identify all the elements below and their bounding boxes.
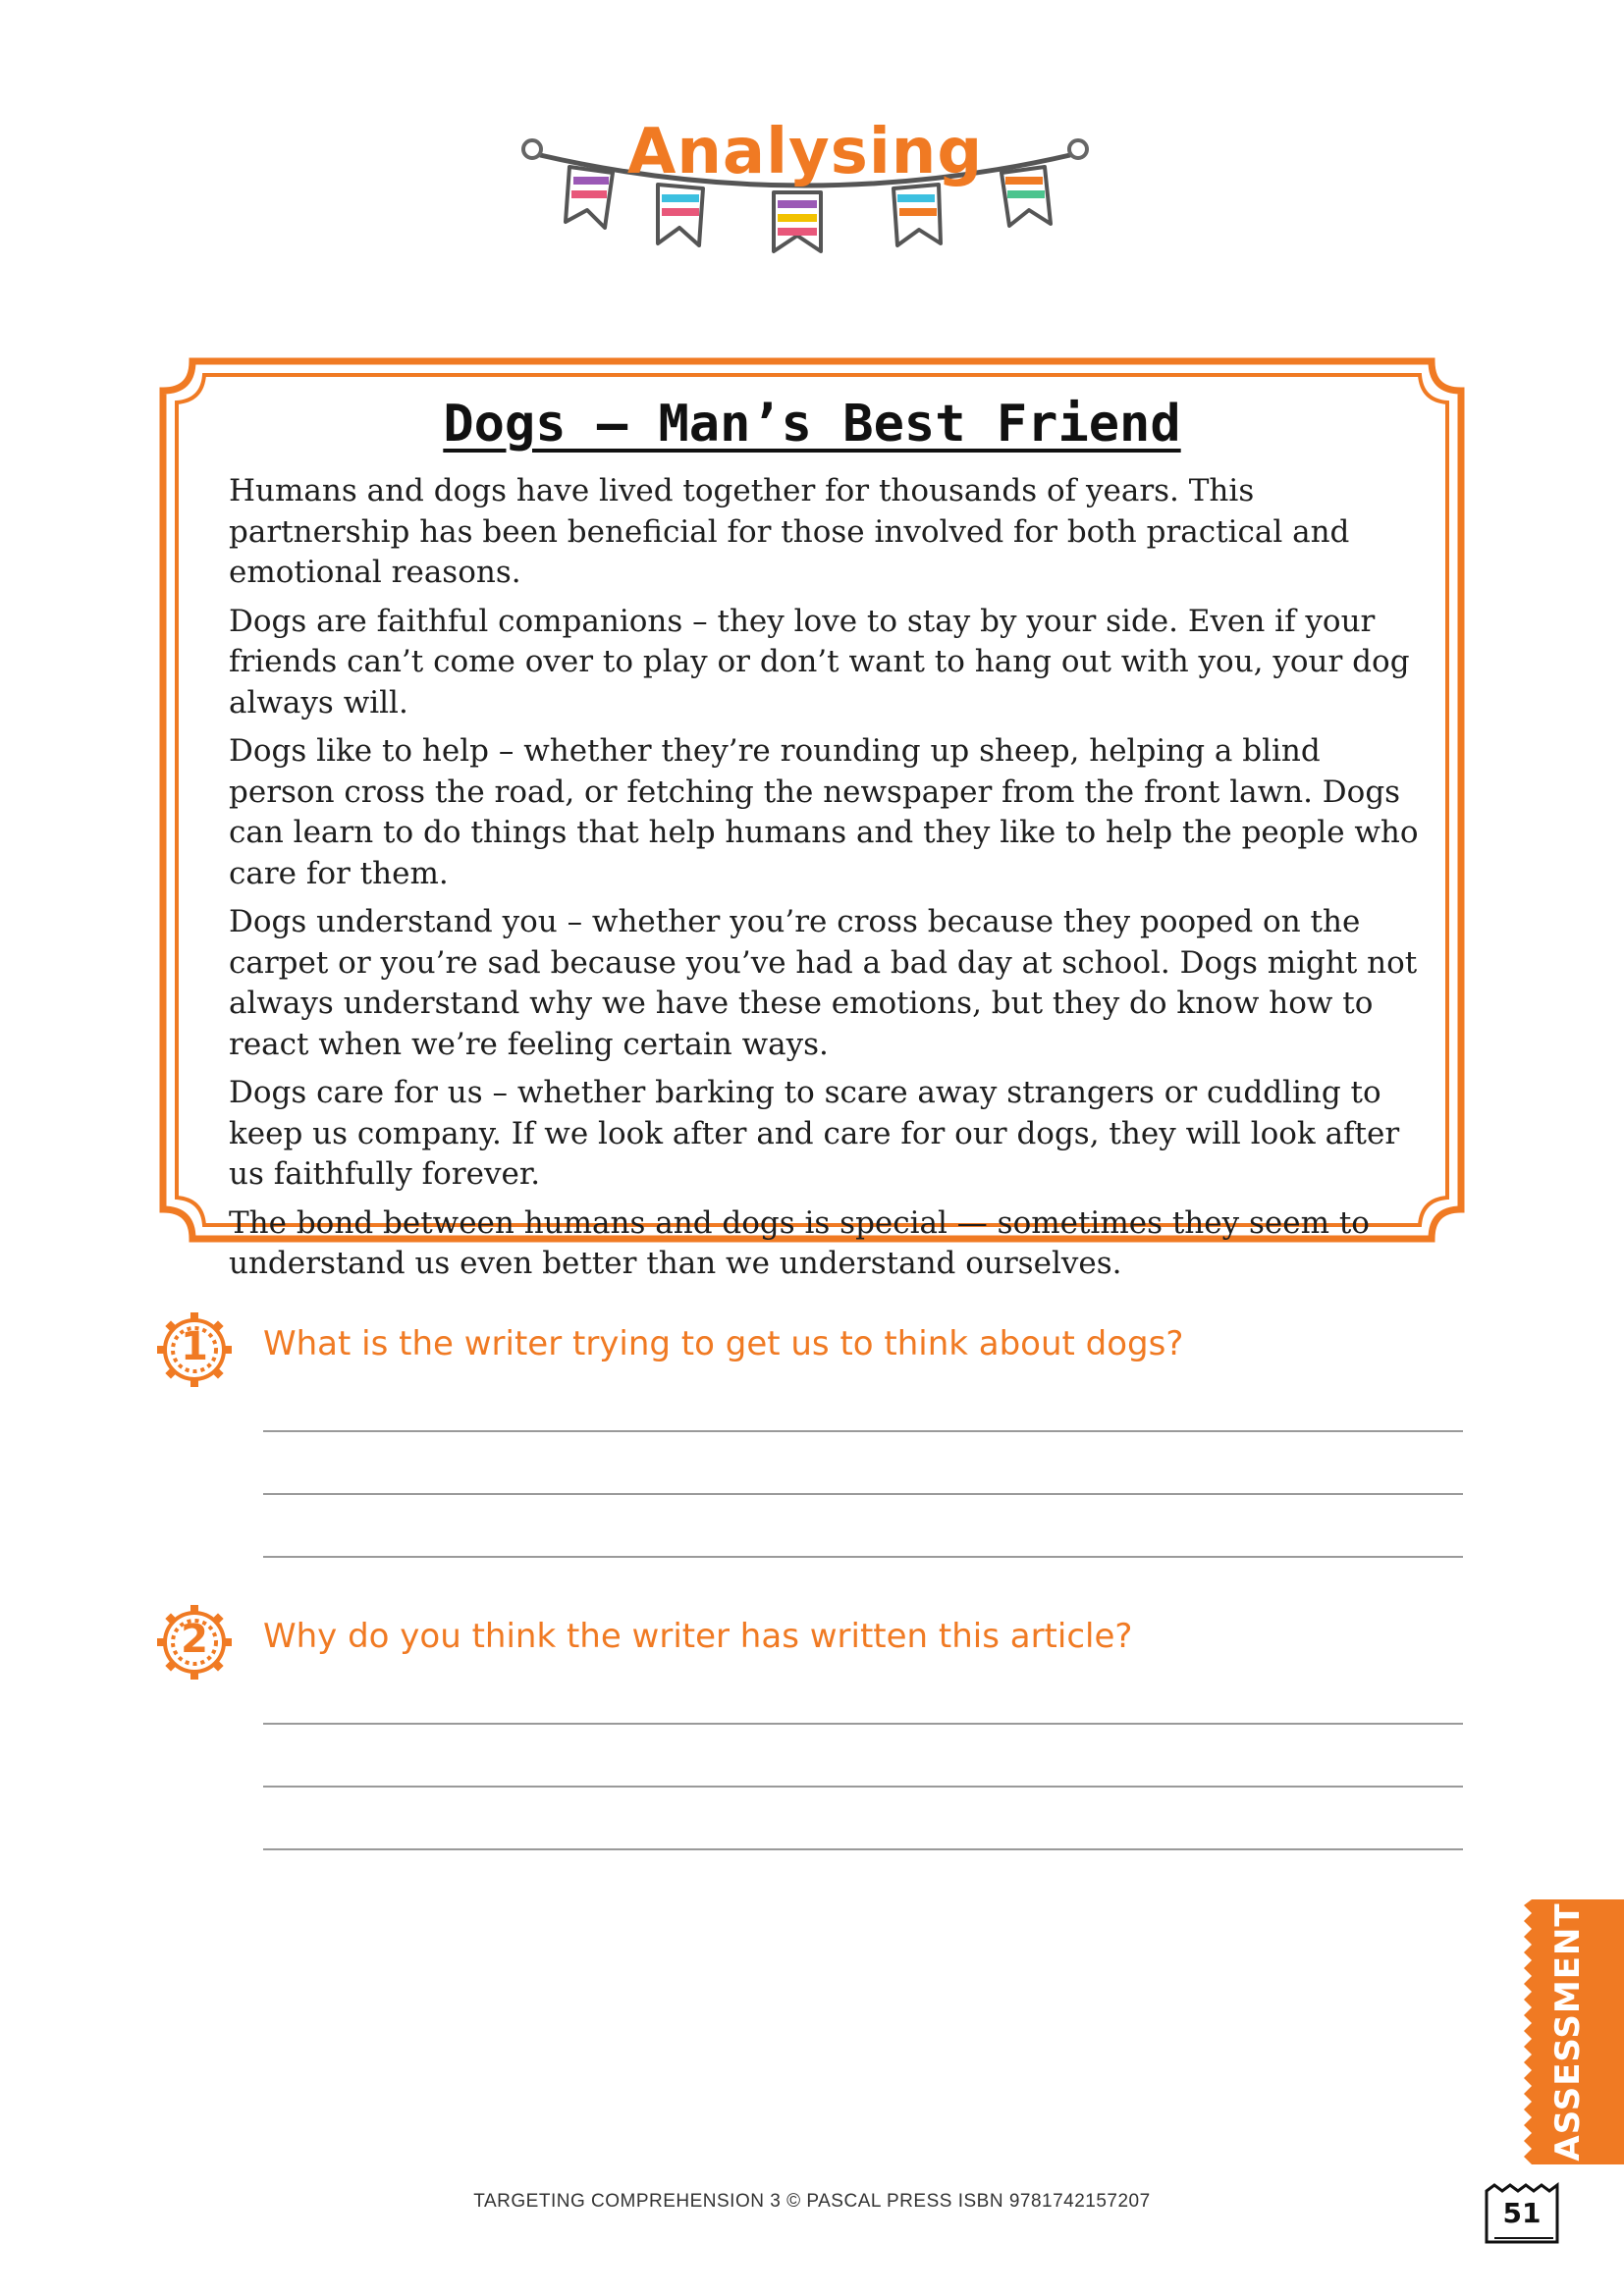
article-paragraph: Dogs understand you – whether you’re cross because they pooped on the carpet or you’re sad because you’ve had a bad day at school. Dogs might not always understand why we have these emotions, but they do know how to react when we’re feeling certain ways. — [229, 904, 1418, 1062]
answer-line[interactable] — [263, 1493, 1463, 1495]
page-number: 51 — [1502, 2197, 1542, 2229]
article-title: Dogs – Man’s Best Friend — [443, 395, 1181, 454]
question-text: Why do you think the writer has written this article? — [263, 1617, 1133, 1656]
assessment-tab — [1512, 1899, 1624, 2164]
answer-line[interactable] — [263, 1786, 1463, 1788]
article-paragraph: The bond between humans and dogs is special — sometimes they seem to understand us even better than we understand ourselves. — [229, 1204, 1370, 1281]
assessment-tab-label: ASSESSMENT — [1548, 1902, 1588, 2162]
answer-line[interactable] — [263, 1556, 1463, 1558]
article-body — [229, 471, 1427, 1293]
section-title: Analysing — [626, 116, 984, 188]
question-text: What is the writer trying to get us to think about dogs? — [263, 1324, 1184, 1363]
page-number-badge — [1483, 2181, 1561, 2246]
answer-line[interactable] — [263, 1848, 1463, 1850]
section-header — [511, 108, 1100, 280]
article-paragraph: Humans and dogs have lived together for thousands of years. This partnership has been beneficial for those involved for both practical and emotional reasons. — [229, 473, 1350, 590]
question-number: 2 — [181, 1617, 208, 1662]
article-paragraph: Dogs care for us – whether barking to scare away strangers or cuddling to keep us company. If we look after and care for our dogs, they will look after us faithfully forever. — [229, 1075, 1400, 1192]
footer-copyright: TARGETING COMPREHENSION 3 © PASCAL PRESS ISBN 9781742157207 — [473, 2191, 1151, 2212]
answer-line[interactable] — [263, 1723, 1463, 1725]
answer-line[interactable] — [263, 1430, 1463, 1432]
article-paragraph: Dogs are faithful companions – they love to stay by your side. Even if your friends can’t come over to play or don’t want to hang out with you, your dog always will. — [229, 603, 1410, 721]
article-paragraph: Dogs like to help – whether they’re rounding up sheep, helping a blind person cross the road, or fetching the newspaper from the front lawn. Dogs can learn to do things that help humans and they like to help the people who care for them. — [229, 733, 1419, 891]
question-number: 1 — [181, 1324, 208, 1369]
